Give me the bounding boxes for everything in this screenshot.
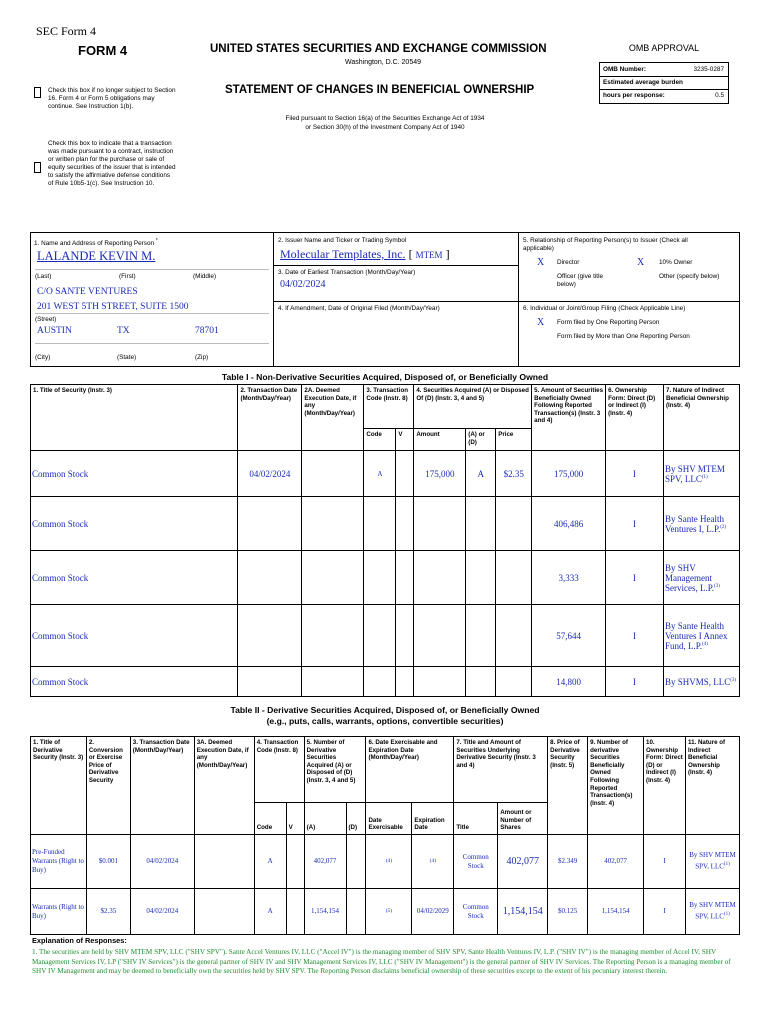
omb-title: OMB APPROVAL [628, 43, 700, 53]
director-mark: X [537, 257, 545, 268]
earliest-date-value: 04/02/2024 [280, 279, 326, 290]
t1-r1-form: I [606, 497, 664, 551]
t1-r3-form: I [606, 605, 664, 667]
t1-r1-nature: By Sante Health Ventures I, L.P. [665, 513, 724, 534]
last-label: (Last) [35, 273, 52, 280]
t2-h-form: 10. Ownership Form: Direct (D) or Indirect (I) (Instr. 4) [644, 737, 686, 835]
t1-h-price: Price [496, 429, 532, 451]
t1-r0-amount: 175,000 [414, 451, 466, 497]
t2-h-d: (D) [346, 803, 366, 835]
statement-title: STATEMENT OF CHANGES IN BENEFICIAL OWNERSHIP [225, 84, 535, 96]
agency-title: UNITED STATES SECURITIES AND EXCHANGE COMMISSION [210, 43, 547, 55]
t2-r0-nature-cell [685, 835, 739, 889]
reporting-person-label: 1. Name and Address of Reporting Person * [34, 238, 158, 248]
t2-r0-code: A [254, 835, 286, 889]
issuer-label: 2. Issuer Name and Ticker or Trading Symbol [278, 237, 407, 244]
t2-r0-price: $0.001 [86, 835, 130, 889]
t2-r0-fn[interactable]: (1) [723, 862, 730, 868]
t2-r0-ul-amount: 402,077 [498, 835, 548, 889]
t1-h-code-group: 3. Transaction Code (Instr. 8) [364, 385, 414, 429]
t1-h-code: Code [364, 429, 396, 451]
table1 [30, 384, 740, 697]
officer-label: Officer (give title below) [557, 273, 604, 288]
t2-r1-deemed [194, 889, 254, 935]
t2-r1-date: 04/02/2024 [130, 889, 194, 935]
t2-r0-owned: 402,077 [588, 835, 644, 889]
issuer-box [273, 232, 519, 367]
t2-r0-v [286, 835, 304, 889]
explanation-text: 1. The securities are held by SHV MTEM SPV, LLC ("SHV SPV"). Sante Accel Ventures IV, LLC ("Accel IV") is the managing member of SHV SPV, Sante Health Ventures IV, L.P. ("SHV IV") is the managing member of Accel IV, SHV Management Services IV, LP ("SHV IV Services") is the general partner of SHV IV and SHV Management Services IV, LLC ("SHV IV Management") is the general partner of SHV IV Services. The Reporting Person is a managing member of SHV IV Management and may be deemed to beneficially own the securities held by SHV SPV. The Reporting Person disclaims beneficial ownership of these securities except to the extent of his pecuniary interest therein. [32, 948, 731, 976]
t2-h-exercisable-group: 6. Date Exercisable and Expiration Date (Month/Day/Year) [366, 737, 454, 803]
t1-r2-form: I [606, 551, 664, 605]
t1-r2-fn[interactable]: (3) [714, 583, 720, 589]
t2-r1-form: I [644, 889, 686, 935]
rule-10b5-checkbox[interactable] [34, 162, 41, 173]
middle-label: (Middle) [193, 273, 217, 280]
no-longer-subject-text: Check this box if no longer subject to Section 16. Form 4 or Form 5 obligations may continue. See Instruction 1(b). [48, 87, 176, 110]
t1-r4-nature: By SHVMS, LLC [665, 676, 731, 687]
t2-r0-date: 04/02/2024 [130, 835, 194, 889]
t2-r1-v [286, 889, 304, 935]
t2-r1-expiration: 04/02/2029 [412, 889, 454, 935]
t1-h-title: 1. Title of Security (Instr. 3) [31, 385, 238, 451]
t2-h-number: 5. Number of Derivative Securities Acquired (A) or Disposed of (D) (Instr. 3, 4 and 5) [304, 737, 366, 803]
t2-h-code: Code [254, 803, 286, 835]
table2-title-1: Table II - Derivative Securities Acquired, Disposed of, or Beneficially Owned [230, 705, 540, 715]
t1-r0-date: 04/02/2024 [238, 451, 302, 497]
zip-value: 78701 [195, 326, 219, 336]
t2-r0-exercisable[interactable]: (4) [366, 835, 412, 889]
table2 [30, 736, 740, 935]
table1-title: Table I - Non-Derivative Securities Acquired, Disposed of, or Beneficially Owned [221, 372, 549, 382]
one-person-label: Form filed by One Reporting Person [557, 319, 660, 326]
t1-r4-fn[interactable]: (3) [730, 677, 737, 683]
t2-r1-code: A [254, 889, 286, 935]
t1-h-aord: (A) or (D) [466, 429, 496, 451]
omb-number-label: OMB Number: [603, 66, 646, 73]
filed-pursuant-1: Filed pursuant to Section 16(a) of the Securities Exchange Act of 1934 [285, 115, 485, 122]
t2-h-underlying: 7. Title and Amount of Securities Underlying Derivative Security (Instr. 3 and 4) [454, 737, 548, 803]
omb-hours-label: hours per response: [603, 92, 665, 99]
t1-h-v: V [396, 429, 414, 451]
table-row [31, 667, 740, 697]
t1-r3-fn[interactable]: (4) [702, 641, 708, 647]
t1-r1-title: Common Stock [31, 497, 238, 551]
omb-number-value: 3235-0287 [693, 66, 724, 73]
t2-r0-ul-title: Common Stock [454, 835, 498, 889]
t1-r1-owned: 406,486 [532, 497, 606, 551]
t1-r4-nature-cell [664, 667, 740, 697]
t2-h-ul-title: Title [454, 803, 498, 835]
t1-r2-title: Common Stock [31, 551, 238, 605]
t2-h-exercisable: Date Exercisable [366, 803, 412, 835]
address-line-2: 201 WEST 5TH STREET, SUITE 1500 [37, 302, 189, 312]
t2-r0-title: Pre-Funded Warrants (Right to Buy) [31, 835, 87, 889]
table-row [31, 605, 740, 667]
table-row [31, 451, 740, 497]
filing-label: 6. Individual or Joint/Group Filing (Check Applicable Line) [523, 305, 686, 312]
t2-r1-ul-amount: 1,154,154 [498, 889, 548, 935]
t2-r1-price: $2.35 [86, 889, 130, 935]
t2-r1-title: Warrants (Right to Buy) [31, 889, 87, 935]
t2-r1-owned: 1,154,154 [588, 889, 644, 935]
t1-r3-nature: By Sante Health Ventures I Annex Fund, L.P. [665, 620, 728, 651]
t1-r0-form: I [606, 451, 664, 497]
one-person-mark: X [537, 317, 545, 328]
t1-h-securities: 4. Securities Acquired (A) or Disposed Of (D) (Instr. 3, 4 and 5) [414, 385, 532, 429]
t1-r0-price: $2.35 [496, 451, 532, 497]
table-row [31, 835, 740, 889]
issuer-name-row: Molecular Templates, Inc. [ MTEM ] [280, 247, 450, 261]
t2-r1-nature: By SHV MTEM SPV, LLC [689, 901, 736, 921]
omb-hours-value: 0.5 [715, 92, 724, 99]
issuer-name-link[interactable]: Molecular Templates, Inc. [280, 247, 406, 261]
first-label: (First) [119, 273, 136, 280]
t1-r0-v [396, 451, 414, 497]
city-value: AUSTIN [37, 326, 72, 336]
t1-h-date: 2. Transaction Date (Month/Day/Year) [238, 385, 302, 451]
t2-r1-exercisable[interactable]: (5) [366, 889, 412, 935]
omb-burden-label: Estimated average burden [603, 79, 683, 86]
t2-r0-expiration[interactable]: (4) [412, 835, 454, 889]
city-label: (City) [35, 354, 51, 361]
t2-h-title: 1. Title of Derivative Security (Instr. 3) [31, 737, 87, 835]
t1-r0-nature-cell [664, 451, 740, 497]
t2-r0-dprice: $2.349 [548, 835, 588, 889]
explanation-title: Explanation of Responses: [32, 936, 127, 945]
t2-h-code-group: 4. Transaction Code (Instr. 8) [254, 737, 304, 803]
relationship-label: 5. Relationship of Reporting Person(s) to Issuer (Check all applicable) [523, 237, 688, 252]
t1-r0-owned: 175,000 [532, 451, 606, 497]
omb-box [599, 62, 729, 104]
t1-h-amount: Amount [414, 429, 466, 451]
rule-10b5-text: Check this box to indicate that a transaction was made pursuant to a contract, instruction or written plan for the purchase or sale of equity securities of the issuer that is intended to satisfy the affirmative defense conditions of Rule 10b5-1(c). See Instruction 10. [48, 140, 176, 187]
relationship-box [518, 232, 740, 367]
table-row [31, 889, 740, 935]
t1-r2-nature-cell [664, 551, 740, 605]
t2-r1-nature-cell [685, 889, 739, 935]
form-title: FORM 4 [78, 43, 128, 58]
t1-r0-aord: A [466, 451, 496, 497]
t1-h-owned: 5. Amount of Securities Beneficially Owned Following Reported Transaction(s) (Instr. 3 and 4) [532, 385, 606, 451]
state-label: (State) [117, 354, 137, 361]
t2-r0-d [346, 835, 366, 889]
t2-r1-d [346, 889, 366, 935]
t2-h-a: (A) [304, 803, 346, 835]
t1-h-deemed: 2A. Deemed Execution Date, if any (Month/Day/Year) [302, 385, 364, 451]
t2-r1-dprice: $0.125 [548, 889, 588, 935]
t2-r1-ul-title: Common Stock [454, 889, 498, 935]
table2-title-2: (e.g., puts, calls, warrants, options, convertible securities) [266, 716, 504, 726]
t2-r0-nature: By SHV MTEM SPV, LLC [689, 851, 736, 871]
t1-r2-owned: 3,333 [532, 551, 606, 605]
owner-mark: X [637, 257, 645, 268]
other-label: Other (specify below) [659, 273, 720, 280]
t2-h-date: 3. Transaction Date (Month/Day/Year) [130, 737, 194, 835]
t1-r1-fn[interactable]: (2) [720, 524, 727, 530]
t2-h-deemed: 3A. Deemed Execution Date, if any (Month/Day/Year) [194, 737, 254, 835]
t1-r2-nature: By SHV Management Services, L.P. [665, 562, 714, 593]
owner-label: 10% Owner [659, 259, 693, 266]
t1-r0-fn[interactable]: (1) [701, 474, 708, 480]
table-row [31, 497, 740, 551]
reporting-person-name[interactable]: LALANDE KEVIN M. [37, 249, 156, 263]
t2-h-nature: 11. Nature of Indirect Beneficial Ownership (Instr. 4) [685, 737, 739, 835]
t2-h-conversion: 2. Conversion or Exercise Price of Derivative Security [86, 737, 130, 835]
amendment-label: 4. If Amendment, Date of Original Filed (Month/Day/Year) [278, 305, 440, 312]
address-line-1: C/O SANTE VENTURES [37, 287, 138, 297]
t1-r3-nature-cell [664, 605, 740, 667]
t2-r0-a: 402,077 [304, 835, 346, 889]
t1-r4-form: I [606, 667, 664, 697]
t1-r3-title: Common Stock [31, 605, 238, 667]
t2-h-owned: 9. Number of derivative Securities Beneficially Owned Following Reported Transaction(s) (Instr. 4) [588, 737, 644, 835]
t1-r3-owned: 57,644 [532, 605, 606, 667]
t1-r0-deemed [302, 451, 364, 497]
issuer-ticker: MTEM [415, 250, 443, 260]
table-row [31, 551, 740, 605]
more-person-label: Form filed by More than One Reporting Person [557, 333, 690, 340]
filed-pursuant-2: or Section 30(h) of the Investment Company Act of 1940 [305, 124, 465, 131]
earliest-date-label: 3. Date of Earliest Transaction (Month/Day/Year) [278, 269, 416, 276]
t2-r0-form: I [644, 835, 686, 889]
agency-location: Washington, D.C. 20549 [345, 59, 422, 66]
t2-r1-a: 1,154,154 [304, 889, 346, 935]
zip-label: (Zip) [195, 354, 209, 361]
t1-r4-owned: 14,800 [532, 667, 606, 697]
state-value: TX [117, 326, 130, 336]
director-label: Director [557, 259, 580, 266]
t2-h-v: V [286, 803, 304, 835]
t1-h-nature: 7. Nature of Indirect Beneficial Ownership (Instr. 4) [664, 385, 740, 451]
t2-r0-deemed [194, 835, 254, 889]
t1-r4-title: Common Stock [31, 667, 238, 697]
t2-h-price: 8. Price of Derivative Security (Instr. 5) [548, 737, 588, 835]
reporting-person-box [30, 232, 274, 367]
no-longer-subject-checkbox[interactable] [34, 87, 41, 98]
t1-r1-nature-cell [664, 497, 740, 551]
street-label: (Street) [35, 316, 57, 323]
t1-h-form: 6. Ownership Form: Direct (D) or Indirect (I) (Instr. 4) [606, 385, 664, 451]
t2-h-expiration: Expiration Date [412, 803, 454, 835]
t2-h-ul-amount: Amount or Number of Shares [498, 803, 548, 835]
sec-form-label: SEC Form 4 [36, 24, 97, 38]
t1-r0-nature: By SHV MTEM SPV, LLC [665, 463, 725, 484]
t1-r0-code: A [364, 451, 396, 497]
t2-r1-fn[interactable]: (1) [723, 912, 730, 918]
t1-r0-title: Common Stock [31, 451, 238, 497]
